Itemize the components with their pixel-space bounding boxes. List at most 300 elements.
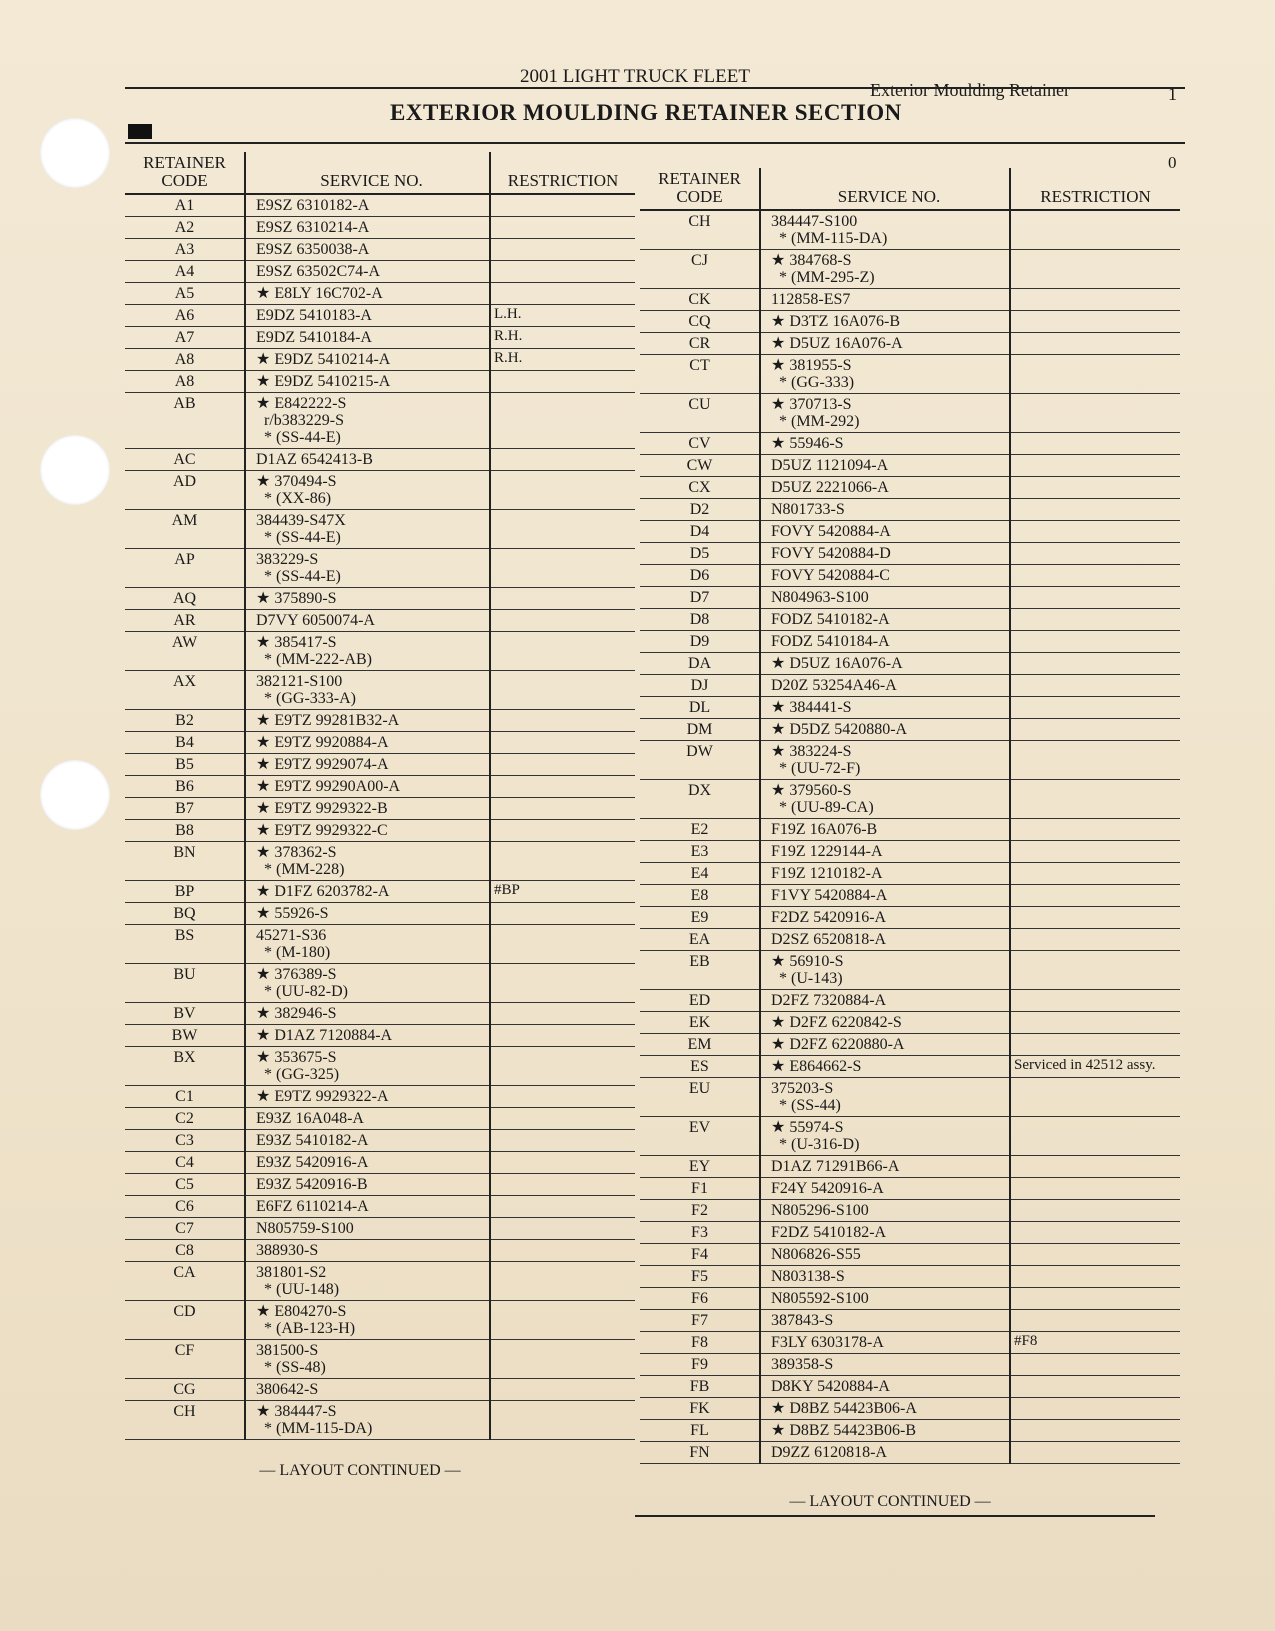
service-number: ★ D8BZ 54423B06-A [771, 1400, 917, 1417]
service-number: ★ 55946-S [771, 435, 844, 452]
table-row [640, 210, 1180, 250]
table-row [640, 1078, 1180, 1117]
retainer-code: DX [640, 780, 760, 819]
restriction: #F8 [1010, 1332, 1180, 1354]
service-number: D1AZ 71291B66-A [771, 1158, 900, 1175]
restriction [490, 1340, 635, 1379]
table-row [125, 964, 635, 1003]
restriction [1010, 499, 1180, 521]
service-number-cell [760, 521, 1010, 543]
service-number: F19Z 16A076-B [771, 821, 878, 838]
table-row [125, 588, 635, 610]
table-row [640, 1420, 1180, 1442]
table-row [640, 565, 1180, 587]
service-number: ★ 378362-S [256, 844, 337, 861]
table-row [640, 741, 1180, 780]
service-number: ★ 382946-S [256, 1005, 337, 1022]
restriction [1010, 1222, 1180, 1244]
retainer-code: F3 [640, 1222, 760, 1244]
restriction [490, 1152, 635, 1174]
retainer-code: DW [640, 741, 760, 780]
retainer-code: A4 [125, 261, 245, 283]
service-note: * (MM-292) [779, 413, 860, 430]
service-number: ★ E9TZ 9929322-A [256, 1088, 389, 1105]
retainer-code: C7 [125, 1218, 245, 1240]
service-number: E6FZ 6110214-A [256, 1198, 369, 1215]
header-rule [125, 87, 1185, 89]
service-number: 45271-S36 [256, 927, 327, 944]
table-row [640, 1178, 1180, 1200]
restriction [1010, 1354, 1180, 1376]
service-number: ★ D5UZ 16A076-A [771, 655, 903, 672]
bottom-rule [635, 1515, 1155, 1517]
retainer-code: EK [640, 1012, 760, 1034]
column-header-restriction: RESTRICTION [490, 152, 635, 194]
retainer-code: C5 [125, 1174, 245, 1196]
service-number-cell [760, 719, 1010, 741]
service-number: E9SZ 63502C74-A [256, 263, 380, 280]
service-number-cell [760, 1178, 1010, 1200]
service-note: * (GG-333) [779, 374, 855, 391]
table-row [125, 549, 635, 588]
service-note: * (SS-44-E) [264, 429, 341, 446]
layout-continued-right: — LAYOUT CONTINUED — [789, 1493, 991, 1510]
restriction [490, 1130, 635, 1152]
service-number-cell [245, 449, 490, 471]
retainer-code: F2 [640, 1200, 760, 1222]
section-marker [128, 124, 152, 139]
service-number-cell [760, 741, 1010, 780]
service-number: ★ D3TZ 16A076-B [771, 313, 900, 330]
service-number-cell [760, 250, 1010, 289]
retainer-code: E4 [640, 863, 760, 885]
service-number: 387843-S [771, 1312, 834, 1329]
layout-continued-left: — LAYOUT CONTINUED — [259, 1462, 461, 1479]
table-row [125, 776, 635, 798]
retainer-code: B6 [125, 776, 245, 798]
corner-mark: 0 [1168, 153, 1177, 172]
table-row [640, 1056, 1180, 1078]
service-number: FODZ 5410182-A [771, 611, 890, 628]
service-number: ★ 385417-S [256, 634, 337, 651]
service-number-cell [760, 455, 1010, 477]
service-number-cell [760, 355, 1010, 394]
table-row [640, 719, 1180, 741]
service-number-cell [760, 1244, 1010, 1266]
service-number-cell [245, 1218, 490, 1240]
restriction [1010, 455, 1180, 477]
service-number: 384447-S100 [771, 213, 858, 230]
table-row [640, 455, 1180, 477]
service-number: ★ 370494-S [256, 473, 337, 490]
service-number: 388930-S [256, 1242, 319, 1259]
table-row [640, 477, 1180, 499]
table-row [640, 499, 1180, 521]
service-number-cell [760, 885, 1010, 907]
retainer-code: F6 [640, 1288, 760, 1310]
service-number: ★ 55926-S [256, 905, 329, 922]
table-row [640, 433, 1180, 455]
table-row [125, 881, 635, 903]
retainer-code: CH [640, 210, 760, 250]
service-number: E9SZ 6310214-A [256, 219, 370, 236]
restriction [490, 632, 635, 671]
table-row [640, 929, 1180, 951]
restriction [490, 1301, 635, 1340]
restriction [490, 1108, 635, 1130]
retainer-code: A3 [125, 239, 245, 261]
retainer-code: AX [125, 671, 245, 710]
service-number: N805296-S100 [771, 1202, 869, 1219]
service-number: ★ 375890-S [256, 590, 337, 607]
service-number-cell [760, 1012, 1010, 1034]
service-number: ★ E9TZ 9920884-A [256, 734, 389, 751]
restriction [490, 1262, 635, 1301]
service-number: ★ 383224-S [771, 743, 852, 760]
retainer-code: B7 [125, 798, 245, 820]
restriction [490, 710, 635, 732]
table-row [640, 819, 1180, 841]
service-number: ★ 384768-S [771, 252, 852, 269]
service-number: ★ D5DZ 5420880-A [771, 721, 908, 738]
retainer-code: EB [640, 951, 760, 990]
service-number: ★ E842222-S [256, 395, 347, 412]
service-note: * (UU-148) [264, 1281, 340, 1298]
service-number: E9SZ 6310182-A [256, 197, 370, 214]
restriction [1010, 631, 1180, 653]
table-row [125, 327, 635, 349]
retainer-code: BV [125, 1003, 245, 1025]
restriction [1010, 653, 1180, 675]
restriction [1010, 210, 1180, 250]
table-row [640, 697, 1180, 719]
service-number-cell [245, 283, 490, 305]
service-number: ★ E804270-S [256, 1303, 347, 1320]
retainer-code: C4 [125, 1152, 245, 1174]
table-row [125, 449, 635, 471]
retainer-code: CU [640, 394, 760, 433]
retainer-code: DJ [640, 675, 760, 697]
service-number-cell [245, 1301, 490, 1340]
restriction [490, 903, 635, 925]
service-number: N805759-S100 [256, 1220, 354, 1237]
service-number-cell [245, 261, 490, 283]
service-number: 112858-ES7 [771, 291, 851, 308]
service-number: 384439-S47X [256, 512, 346, 529]
service-number: D20Z 53254A46-A [771, 677, 897, 694]
restriction [1010, 741, 1180, 780]
restriction [1010, 697, 1180, 719]
table-row [125, 1196, 635, 1218]
table-row [125, 1218, 635, 1240]
table-row [125, 1025, 635, 1047]
restriction: #BP [490, 881, 635, 903]
table-row [640, 951, 1180, 990]
service-number-cell [760, 1117, 1010, 1156]
retainer-code: D6 [640, 565, 760, 587]
service-number: D8KY 5420884-A [771, 1378, 890, 1395]
restriction [490, 471, 635, 510]
retainer-code: DA [640, 653, 760, 675]
table-row [640, 250, 1180, 289]
service-number-cell [245, 798, 490, 820]
column-header-code: RETAINER CODE [640, 168, 760, 210]
table-row [640, 609, 1180, 631]
service-number: ★ D2FZ 6220842-S [771, 1014, 902, 1031]
restriction [1010, 433, 1180, 455]
retainer-code: A2 [125, 217, 245, 239]
service-number: 381801-S2 [256, 1264, 327, 1281]
service-note: * (AB-123-H) [264, 1320, 356, 1337]
retainer-code: D9 [640, 631, 760, 653]
service-number: ★ 381955-S [771, 357, 852, 374]
retainer-code: CQ [640, 311, 760, 333]
service-number-cell [245, 1174, 490, 1196]
service-number-cell [245, 1003, 490, 1025]
service-number: ★ D5UZ 16A076-A [771, 335, 903, 352]
restriction [1010, 587, 1180, 609]
service-number: F2DZ 5410182-A [771, 1224, 887, 1241]
table-row [125, 1262, 635, 1301]
column-header-code: RETAINER CODE [125, 152, 245, 194]
retainer-code: BP [125, 881, 245, 903]
service-number: E9DZ 5410184-A [256, 329, 372, 346]
service-note: * (UU-72-F) [779, 760, 861, 777]
restriction: R.H. [490, 327, 635, 349]
table-row [125, 1003, 635, 1025]
restriction [490, 549, 635, 588]
service-number: 380642-S [256, 1381, 319, 1398]
restriction [490, 925, 635, 964]
retainer-code: A5 [125, 283, 245, 305]
service-number-cell [245, 710, 490, 732]
service-number: ★ E8LY 16C702-A [256, 285, 383, 302]
table-row [125, 510, 635, 549]
service-number-cell [245, 1047, 490, 1086]
service-number-cell [245, 610, 490, 632]
table-row [125, 842, 635, 881]
restriction [1010, 1156, 1180, 1178]
service-number: D5UZ 2221066-A [771, 479, 889, 496]
service-number-cell [245, 349, 490, 371]
restriction [1010, 1266, 1180, 1288]
retainer-code: BQ [125, 903, 245, 925]
table-row [125, 632, 635, 671]
table-row [125, 261, 635, 283]
table-row [125, 1340, 635, 1379]
table-row [640, 631, 1180, 653]
restriction [490, 1174, 635, 1196]
service-number-cell [760, 1266, 1010, 1288]
service-number-cell [245, 964, 490, 1003]
retainer-code: C6 [125, 1196, 245, 1218]
restriction [1010, 780, 1180, 819]
retainer-code: A1 [125, 194, 245, 217]
service-number: ★ E9DZ 5410214-A [256, 351, 391, 368]
service-number-cell [245, 327, 490, 349]
retainer-code: DL [640, 697, 760, 719]
restriction [1010, 719, 1180, 741]
restriction [490, 1196, 635, 1218]
service-number: ★ 379560-S [771, 782, 852, 799]
service-number: ★ E9TZ 9929322-B [256, 800, 388, 817]
restriction [490, 776, 635, 798]
retainer-code: D7 [640, 587, 760, 609]
service-number: D7VY 6050074-A [256, 612, 375, 629]
restriction [490, 842, 635, 881]
binder-hole [40, 435, 110, 505]
service-number: D9ZZ 6120818-A [771, 1444, 887, 1461]
service-number: ★ E9TZ 9929322-C [256, 822, 388, 839]
table-row [125, 671, 635, 710]
service-number-cell [245, 842, 490, 881]
service-number-cell [245, 1196, 490, 1218]
service-number: ★ 384441-S [771, 699, 852, 716]
service-number: ★ E9TZ 99290A00-A [256, 778, 401, 795]
service-number: ★ 56910-S [771, 953, 844, 970]
service-number: 389358-S [771, 1356, 834, 1373]
service-number-cell [245, 1240, 490, 1262]
restriction [1010, 1398, 1180, 1420]
service-number: FOVY 5420884-A [771, 523, 891, 540]
restriction [490, 261, 635, 283]
restriction [490, 754, 635, 776]
restriction [490, 1218, 635, 1240]
restriction [490, 449, 635, 471]
table-row [640, 1354, 1180, 1376]
table-row [640, 1117, 1180, 1156]
restriction [1010, 990, 1180, 1012]
restriction: L.H. [490, 305, 635, 327]
restriction [1010, 907, 1180, 929]
table-row [640, 885, 1180, 907]
retainer-code: E8 [640, 885, 760, 907]
service-number-cell [760, 1078, 1010, 1117]
table-row [640, 289, 1180, 311]
table-row [640, 1310, 1180, 1332]
service-number-cell [760, 675, 1010, 697]
service-number: E93Z 16A048-A [256, 1110, 364, 1127]
column-header-service: SERVICE NO. [760, 168, 1010, 210]
table-row [640, 1398, 1180, 1420]
retainer-code: F4 [640, 1244, 760, 1266]
restriction [490, 1025, 635, 1047]
retainer-code: CX [640, 477, 760, 499]
table-row [125, 1108, 635, 1130]
service-number-cell [760, 863, 1010, 885]
retainer-code: CW [640, 455, 760, 477]
restriction [490, 194, 635, 217]
retainer-code: CD [125, 1301, 245, 1340]
retainer-code: E2 [640, 819, 760, 841]
retainer-code: F9 [640, 1354, 760, 1376]
restriction [1010, 565, 1180, 587]
restriction [1010, 1012, 1180, 1034]
service-number-cell [245, 549, 490, 588]
retainer-code: ED [640, 990, 760, 1012]
restriction [490, 239, 635, 261]
service-number: ★ 55974-S [771, 1119, 844, 1136]
service-number: ★ E9DZ 5410215-A [256, 373, 391, 390]
retainer-code: FL [640, 1420, 760, 1442]
service-number: 381500-S [256, 1342, 319, 1359]
restriction [1010, 929, 1180, 951]
service-number-cell [760, 1398, 1010, 1420]
service-number: FOVY 5420884-C [771, 567, 890, 584]
service-number-cell [760, 907, 1010, 929]
retainer-code: CR [640, 333, 760, 355]
retainer-code: F8 [640, 1332, 760, 1354]
restriction [490, 283, 635, 305]
table-row [125, 1047, 635, 1086]
restriction [490, 610, 635, 632]
restriction [1010, 1310, 1180, 1332]
service-note: * (GG-325) [264, 1066, 340, 1083]
service-number: D2SZ 6520818-A [771, 931, 887, 948]
service-number-cell [245, 588, 490, 610]
retainer-code: AM [125, 510, 245, 549]
retainer-code: A7 [125, 327, 245, 349]
restriction [1010, 1200, 1180, 1222]
service-number-cell [245, 194, 490, 217]
service-number-cell [760, 433, 1010, 455]
service-number-cell [760, 653, 1010, 675]
table-row [640, 521, 1180, 543]
service-number-cell [245, 1340, 490, 1379]
service-number: N801733-S [771, 501, 845, 518]
restriction [490, 798, 635, 820]
restriction [490, 510, 635, 549]
table-row [640, 394, 1180, 433]
service-number-cell [760, 1156, 1010, 1178]
retainer-code: EA [640, 929, 760, 951]
service-note: * (MM-228) [264, 861, 345, 878]
service-number-cell [245, 776, 490, 798]
retainer-code: C2 [125, 1108, 245, 1130]
header-title: 2001 LIGHT TRUCK FLEET [520, 66, 750, 87]
retainer-code: CF [125, 1340, 245, 1379]
retainer-code: BN [125, 842, 245, 881]
service-number-cell [245, 239, 490, 261]
table-row [125, 710, 635, 732]
service-number: F3LY 6303178-A [771, 1334, 884, 1351]
service-number-cell [245, 820, 490, 842]
service-number-cell [760, 1310, 1010, 1332]
service-number: ★ 353675-S [256, 1049, 337, 1066]
table-row [640, 653, 1180, 675]
service-number-cell [245, 632, 490, 671]
table-row [125, 471, 635, 510]
service-number: E9DZ 5410183-A [256, 307, 372, 324]
table-row [125, 1152, 635, 1174]
service-number-cell [245, 1152, 490, 1174]
retainer-code: CA [125, 1262, 245, 1301]
table-row [640, 1156, 1180, 1178]
retainer-code: BU [125, 964, 245, 1003]
table-row [640, 311, 1180, 333]
table-row [640, 1332, 1180, 1354]
retainer-code: EM [640, 1034, 760, 1056]
service-note: * (MM-115-DA) [779, 230, 888, 247]
retainer-code: BX [125, 1047, 245, 1086]
table-row [125, 194, 635, 217]
service-number-cell [245, 1086, 490, 1108]
service-number-cell [245, 1025, 490, 1047]
table-row [125, 283, 635, 305]
service-number: E93Z 5410182-A [256, 1132, 369, 1149]
retainer-table-left [125, 152, 635, 1440]
table-row [640, 1034, 1180, 1056]
